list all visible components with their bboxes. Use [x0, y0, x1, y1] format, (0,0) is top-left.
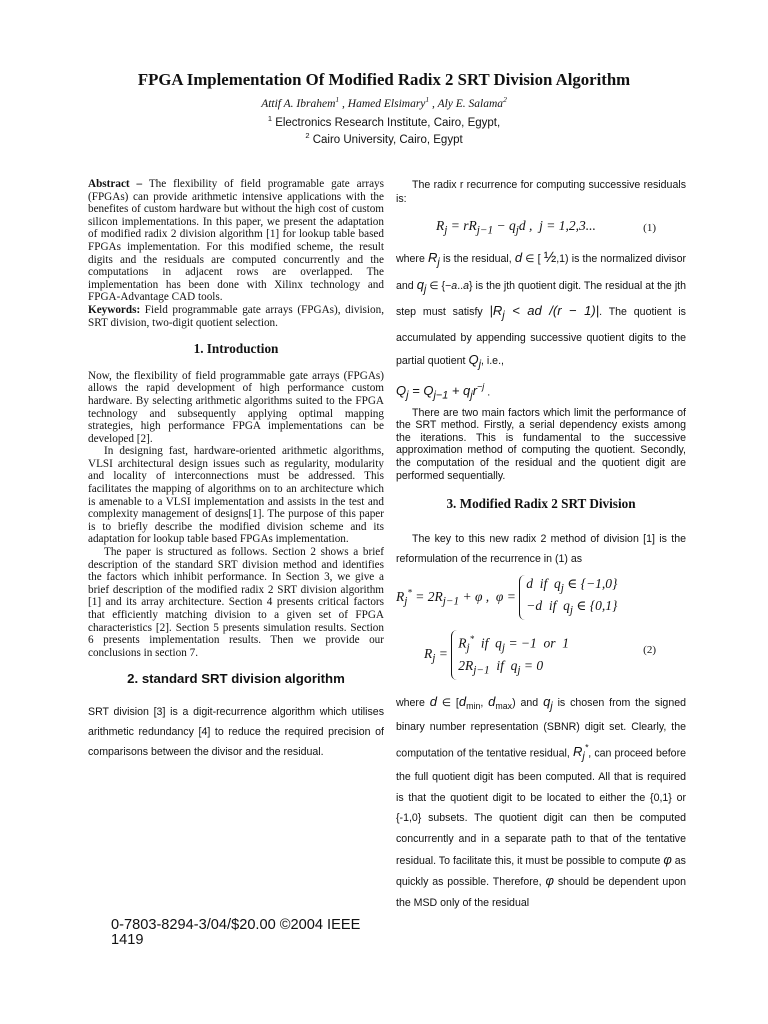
author-1: Attif A. Ibrahem	[261, 97, 336, 110]
affiliation-1: $^1$ Electronics Research Institute, Cairo, Egypt,	[267, 114, 501, 129]
affiliation-2: $^2$ Cairo University, Cairo, Egypt	[305, 131, 463, 146]
keywords-label: Keywords:	[88, 303, 141, 316]
right-column	[396, 178, 686, 913]
srt-paragraph-1: SRT division [3] is a digit-recurrence algorithm which utilises arithmetic redundancy [4] to reduce the required precision of comparisons between the divisor and the residual.	[88, 705, 384, 758]
copyright-line: 0-7803-8294-3/04/$20.00 ©2004 IEEE	[111, 917, 361, 933]
reformulation-paragraph: The key to this new radix 2 method of division [1] is the reformulation of the recurrence in (1) as	[396, 532, 686, 565]
intro-paragraph-1: Now, the flexibility of field programmable gate arrays (FPGAs) allows the rapid development of high performance custom hardware. By selecting arithmetic algorithms suited to the FPGA technology and subsequently applying optimal mapping strategies, high performance FPGA implementations can be developed [2].	[88, 369, 384, 445]
paper-title: FPGA Implementation Of Modified Radix 2 SRT Division Algorithm	[137, 70, 631, 89]
performance-paragraph: There are two main factors which limit the performance of the SRT method. Firstly, a serial dependency exists among the iterations. This is fundamental to the successive approximation method of computing the quotient. Secondly, the computation of the residual and the quotient digit are performed sequentially.	[396, 406, 686, 482]
equation-phi: $R_j^* = 2R_{j-1} + \varphi$ , φ = d if $q_j$ ∈ {−1,0} −d if $q_j$ ∈ {0,1}	[396, 575, 686, 620]
intro-paragraph-3: The paper is structured as follows. Section 2 shows a brief description of the standard SRT division method and identifies the factors which inhibit performance. In Section 3, we give a brief description of the modified radix 2 SRT division algorithm [1] and its array architecture. Section 4 presents critical factors that efficiently matching division to a given set of FPGA characteristics [2]. Section 5 presents simulation results. Section 6 presents implementation results. Then we provide our conclusions in section 7.	[88, 546, 384, 659]
equation-2: $R_j = R_j^*$ if $q_j = -1$ or 1 $2R_{j-1}$ if $q_j = 0$ (2)	[424, 630, 686, 680]
keywords	[88, 304, 384, 329]
radix-intro-paragraph: The radix r recurrence for computing successive residuals is:	[396, 179, 686, 205]
left-column	[88, 178, 384, 762]
abstract	[88, 178, 384, 304]
author-2: Hamed Elsimary	[347, 97, 426, 110]
tentative-residual-paragraph: where d ∈ [$d_{min}$, $d_{max}$) and $q_j$ is chosen from the signed binary number representation (SBNR) digit set. Clearly, the computation of the tentative residual, $R_j^*$, can proceed before the full quotient digit has been computed. All that is required is that the quotient digit to be located to either the {0,1} or {-1,0} subsets. The quotient digit can then be computed concurrently and in a separate path to that of the tentative residual. To facilitate this, it must be possible to compute φ as quickly as possible. Therefore, φ should be dependent upon the MSD only of the residual	[396, 693, 686, 909]
intro-paragraph-2: In designing fast, hardware-oriented arithmetic algorithms, VLSI architectural design issues such as regularity, modularity and locality of interconnections must be addressed. This facilitates the mapping of algorithms on to an architecture which is amenable to a VLSI implementation and assists in the test and complexity management of designs[1]. The purpose of this paper is to briefly describe the modified division scheme and its adaptation for lookup table based FPGAs implementation.	[88, 445, 384, 546]
abstract-text: The flexibility of field programable gate arrays (FPGAs) can provide arithmetic intensive applications with the benefites of custom hardware but without the high cost of custom silicon implementations. In this paper, we present the adaptation of modified radix 2 division algorithm [1] for lookup table based FPGAs implementation. For this modified scheme, the result digits and the residuals are computed concurrently and the computations in adjacent rows are overlapped. The implementation has been done with Xilinx technology and FPGA-Advantage CAD tools.	[88, 178, 384, 304]
equation-2-number: (2)	[643, 644, 656, 657]
abstract-label: Abstract –	[88, 178, 143, 190]
equation-1-number: (1)	[643, 222, 656, 234]
keywords-text: Field programmable gate arrays (FPGAs), division, SRT division, two-digit quotient selection.	[88, 303, 385, 329]
page-number: 1419	[111, 932, 144, 948]
section-3-heading: 3. Modified Radix 2 SRT Division	[446, 496, 636, 512]
residual-definition: where $R_j$ is the residual, d ∈ [ ½,1) is the normalized divisor and $q_j$ ∈ {−a..a} is the jth quotient digit. The residual at the jth step must satisfy $|R_j$ < ad /(r − 1)|. The quotient is accumulated by appending successive quotient digits to the partial quotient $Q_j$, i.e., $Q_j = Q_{j-1} + q_jr^{-j}$ .	[396, 249, 687, 402]
section-1-heading: 1. Introduction	[193, 341, 279, 357]
author-3: Aly E. Salama	[437, 97, 504, 110]
equation-1: $R_j = rR_{j-1} - q_jd$ , j = 1,2,3... (1)	[436, 218, 656, 237]
section-2-heading: 2. standard SRT division algorithm	[127, 671, 345, 687]
author-line: Attif A. Ibrahem$^1$ , Hamed Elsimary$^1$ , Aly E. Salama$^2$	[261, 95, 507, 110]
copyright-footer	[111, 918, 360, 948]
